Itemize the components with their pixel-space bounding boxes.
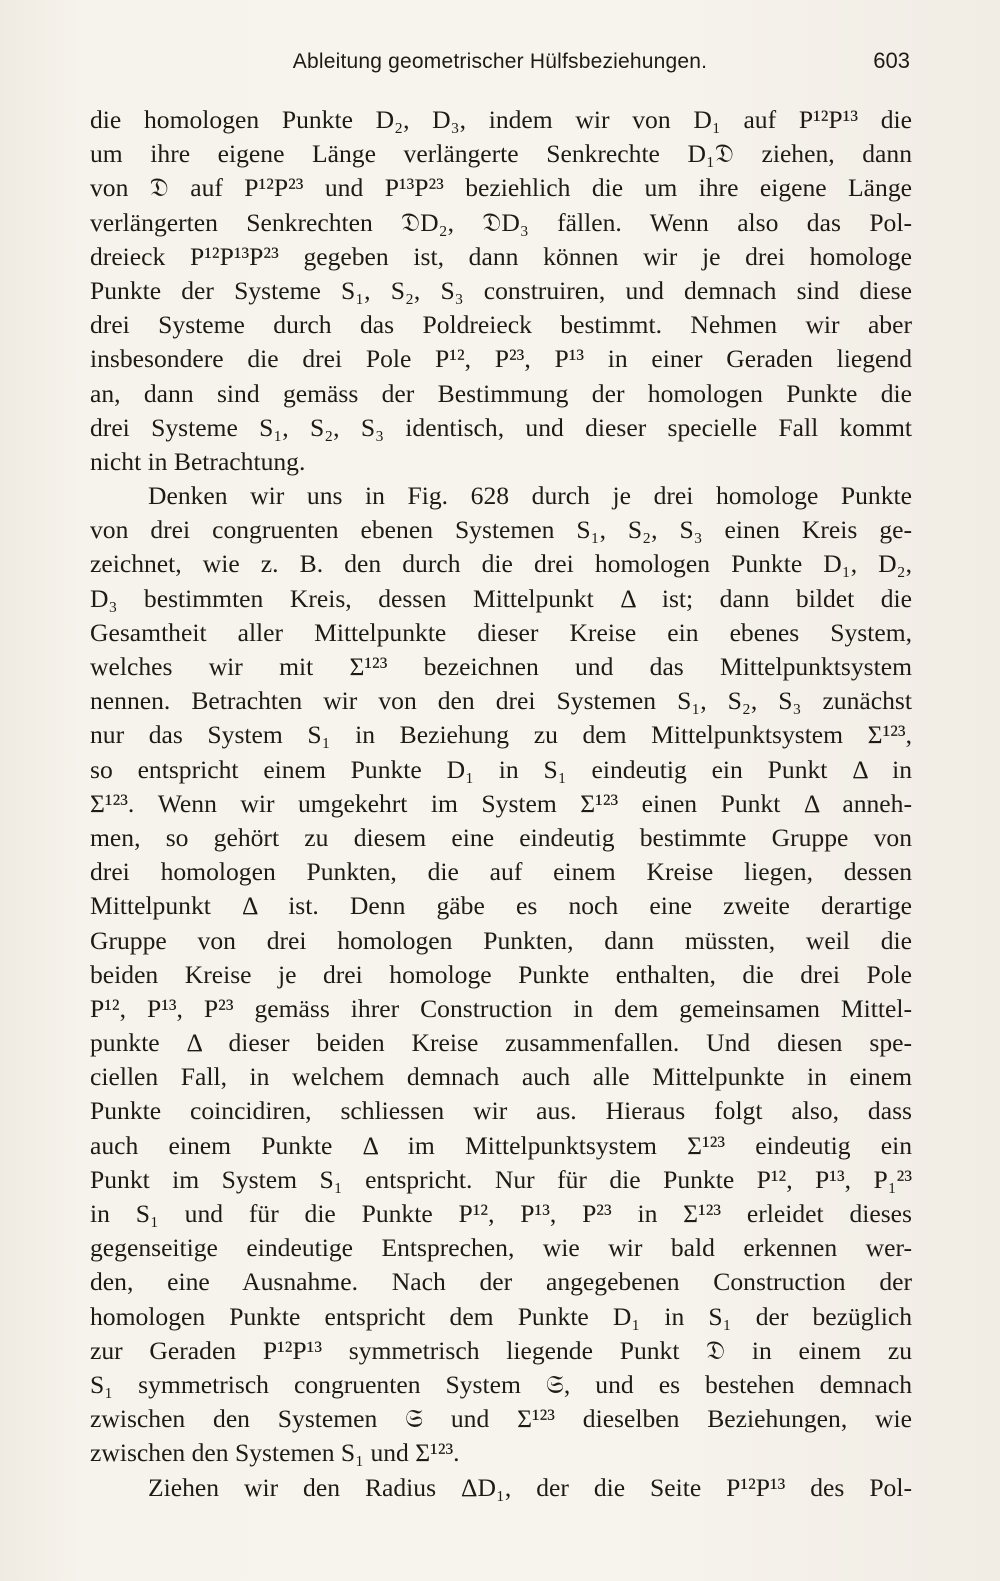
text-line: insbesondere die drei Pole P¹², P²³, P¹³ in einer Geraden liegend (90, 344, 912, 374)
text-line: an, dann sind gemäss der Bestimmung der homologen Punkte die (90, 378, 912, 408)
text-line: zeichnet, wie z. B. den durch die drei homologen Punkte D₁, D₂, (90, 549, 912, 579)
text-line: Punkte der Systeme S₁, S₂, S₃ construiren, und demnach sind diese (90, 275, 912, 305)
text-line: dreieck P¹²P¹³P²³ gegeben ist, dann können wir je drei homologe (90, 241, 912, 271)
text-line: nur das System S₁ in Beziehung zu dem Mittelpunktsystem Σ¹²³, (90, 720, 912, 750)
text-line: homologen Punkte entspricht dem Punkte D₁ in S₁ der bezüglich (90, 1301, 912, 1331)
text-line: P¹², P¹³, P²³ gemäss ihrer Construction in dem gemeinsamen Mittel- (90, 993, 912, 1023)
paragraph-end-line: zwischen den Systemen S₁ und Σ¹²³. (90, 1438, 460, 1468)
text-line: um ihre eigene Länge verlängerte Senkrechte D₁𝔇 ziehen, dann (90, 139, 912, 169)
running-title: Ableitung geometrischer Hülfsbeziehungen. (292, 50, 708, 73)
text-line: so entspricht einem Punkte D₁ in S₁ eindeutig ein Punkt Δ in (90, 754, 912, 784)
text-line: auch einem Punkte Δ im Mittelpunktsystem Σ¹²³ eindeutig ein (90, 1130, 912, 1160)
text-line: gegenseitige eindeutige Entsprechen, wie wir bald erkennen wer- (90, 1233, 912, 1263)
text-line: Gruppe von drei homologen Punkten, dann müssten, weil die (90, 925, 912, 955)
text-line: men, so gehört zu diesem eine eindeutig bestimmte Gruppe von (90, 822, 912, 852)
text-line: Punkte coincidiren, schliessen wir aus. Hieraus folgt also, dass (90, 1096, 912, 1126)
text-line: nennen. Betrachten wir von den drei Systemen S₁, S₂, S₃ zunächst (90, 686, 912, 716)
page-number: 603 (873, 48, 910, 73)
text-line: Mittelpunkt Δ ist. Denn gäbe es noch eine zweite derartige (90, 891, 912, 921)
text-line: drei homologen Punkten, die auf einem Kreise liegen, dessen (90, 857, 912, 887)
text-line: Gesamtheit aller Mittelpunkte dieser Kreise ein ebenes System, (90, 617, 912, 647)
paragraph-end-line: nicht in Betrachtung. (90, 446, 306, 476)
paragraph-start-line: Denken wir uns in Fig. 628 durch je drei homologe Punkte (148, 481, 912, 511)
text-line: von drei congruenten ebenen Systemen S₁, S₂, S₃ einen Kreis ge- (90, 515, 912, 545)
text-line: S₁ symmetrisch congruenten System 𝔖, und es bestehen demnach (90, 1369, 912, 1399)
text-line: ciellen Fall, in welchem demnach auch alle Mittelpunkte in einem (90, 1062, 912, 1092)
text-line: in S₁ und für die Punkte P¹², P¹³, P²³ in Σ¹²³ erleidet dieses (90, 1199, 912, 1228)
text-line: beiden Kreise je drei homologe Punkte enthalten, die drei Pole (90, 959, 912, 989)
text-line: D₃ bestimmten Kreis, dessen Mittelpunkt Δ ist; dann bildet die (90, 583, 912, 613)
paragraph-start-line: Ziehen wir den Radius ΔD₁, der die Seite P¹²P¹³ des Pol- (148, 1472, 912, 1502)
text-line: welches wir mit Σ¹²³ bezeichnen und das Mittelpunktsystem (90, 652, 912, 681)
text-line: von 𝔇 auf P¹²P²³ und P¹³P²³ beziehlich die um ihre eigene Länge (90, 173, 912, 203)
text-line: punkte Δ dieser beiden Kreise zusammenfallen. Und diesen spe- (90, 1028, 912, 1058)
text-line: zur Geraden P¹²P¹³ symmetrisch liegende Punkt 𝔇 in einem zu (90, 1335, 912, 1365)
text-line: verlängerten Senkrechten 𝔇D₂, 𝔇D₃ fällen. Wenn also das Pol- (90, 207, 912, 237)
text-line: Σ¹²³. Wenn wir umgekehrt im System Σ¹²³ einen Punkt Δ anneh- (90, 788, 912, 818)
text-line: zwischen den Systemen 𝔖 und Σ¹²³ dieselben Beziehungen, wie (90, 1404, 912, 1434)
text-line: die homologen Punkte D₂, D₃, indem wir von D₁ auf P¹²P¹³ die (90, 105, 912, 134)
text-line: den, eine Ausnahme. Nach der angegebenen Construction der (90, 1267, 912, 1297)
text-line: Punkt im System S₁ entspricht. Nur für die Punkte P¹², P¹³, P₁²³ (90, 1164, 912, 1194)
text-line: drei Systeme durch das Poldreieck bestimmt. Nehmen wir aber (90, 310, 912, 340)
page-header (90, 44, 910, 84)
body-text (90, 103, 912, 1505)
text-line: drei Systeme S₁, S₂, S₃ identisch, und dieser specielle Fall kommt (90, 412, 912, 442)
